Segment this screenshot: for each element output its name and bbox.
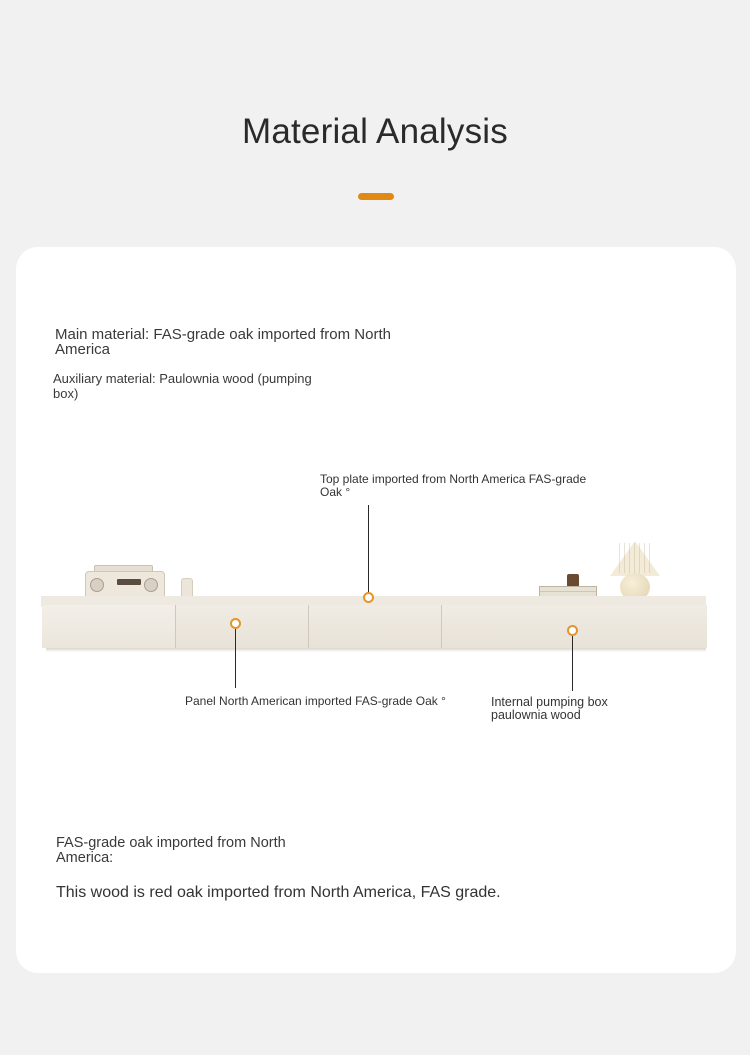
internal-hotspot [567,625,578,636]
top-plate-hotspot [363,592,374,603]
radio-display [117,579,141,585]
title-accent-bar [358,193,394,200]
panel-leader-line [235,626,236,688]
cabinet-drawer [175,605,309,648]
panel-hotspot [230,618,241,629]
radio-speaker-right [144,578,158,592]
wood-info-title: FAS-grade oak imported from North America: [56,835,286,866]
material-card [16,247,736,973]
internal-leader-line [572,633,573,691]
top-plate-callout: Top plate imported from North America FAS-grade Oak ° [320,472,587,499]
cabinet-drawer [308,605,442,648]
cabinet-shadow [46,648,706,652]
auxiliary-material-text: Auxiliary material: Paulownia wood (pumping box) [53,371,312,401]
radio-speaker-left [90,578,104,592]
panel-callout: Panel North American imported FAS-grade Oak ° [185,694,446,708]
internal-box-callout: Internal pumping box paulownia wood [491,695,608,722]
lamp-shade-pleats [619,543,651,573]
top-plate-leader-line [368,505,369,595]
page-title: Material Analysis [241,112,508,151]
main-material-text: Main material: FAS-grade oak imported from North America [55,326,391,358]
wood-info-description: This wood is red oak imported from North America, FAS grade. [56,884,501,901]
